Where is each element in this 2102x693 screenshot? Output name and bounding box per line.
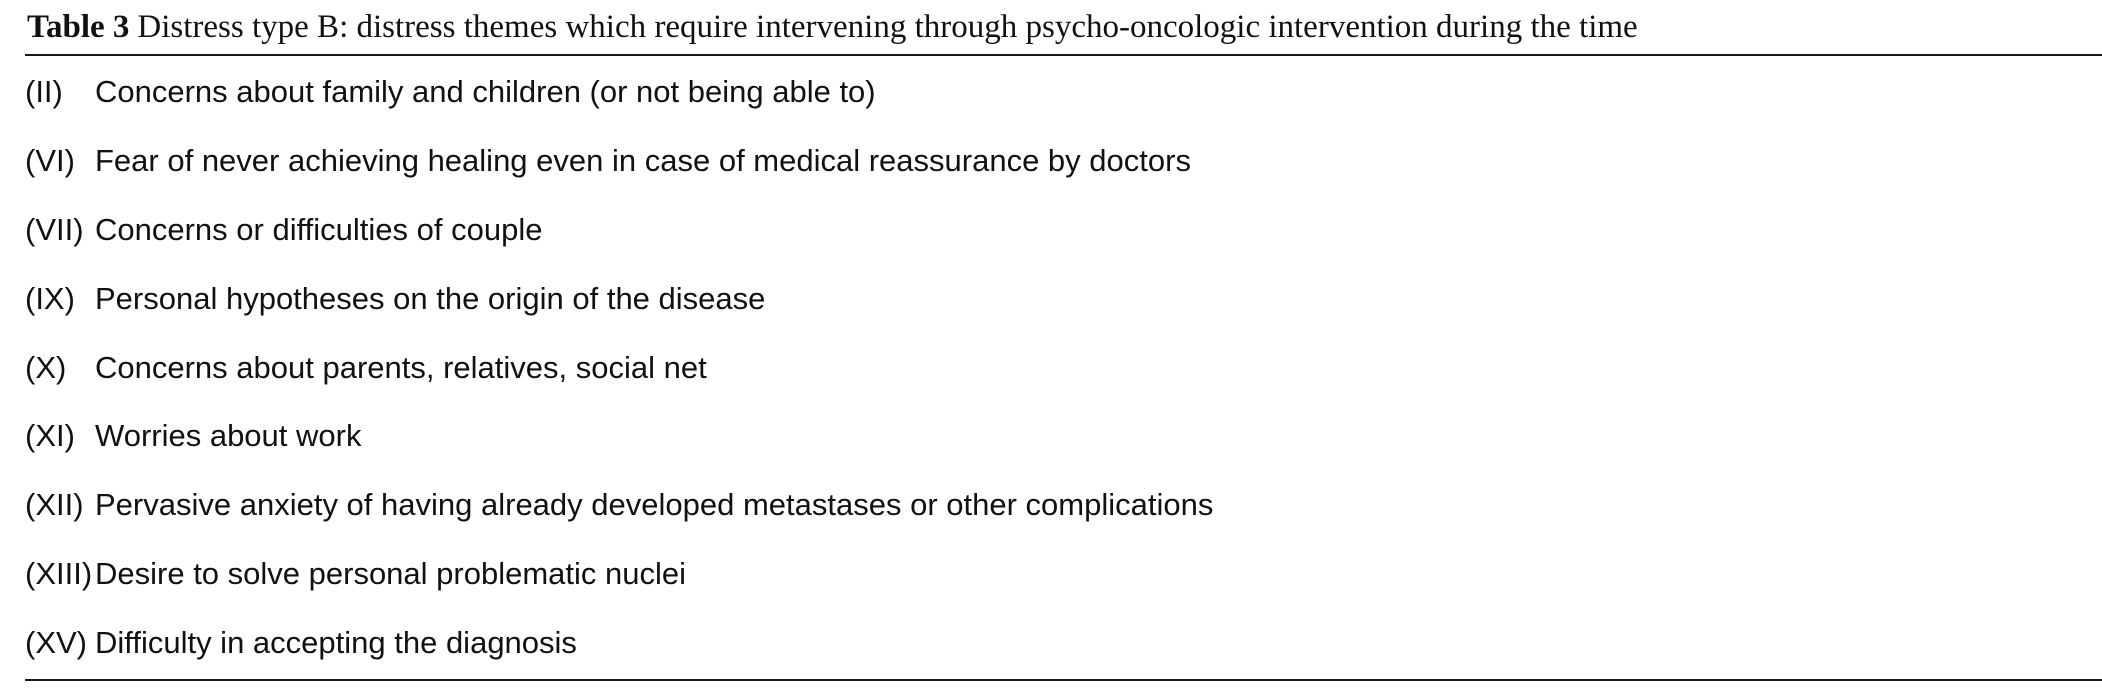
row-text: Difficulty in accepting the diagnosis	[95, 624, 577, 660]
row-number: (XI)	[25, 418, 75, 454]
table-row	[25, 333, 2102, 402]
table-row	[25, 127, 2102, 196]
table-body	[25, 56, 2102, 677]
table-row	[25, 196, 2102, 265]
row-number: (X)	[25, 349, 67, 385]
table-label: Table 3	[27, 9, 130, 45]
row-number: (VI)	[25, 143, 75, 179]
row-text: Concerns about family and children (or not being able to)	[95, 74, 876, 110]
row-number: (II)	[25, 74, 63, 110]
row-number: (XII)	[25, 487, 84, 523]
row-text: Fear of never achieving healing even in case of medical reassurance by doctors	[95, 143, 1191, 179]
row-text: Personal hypotheses on the origin of the disease	[95, 280, 766, 316]
table-row	[25, 402, 2102, 471]
row-text: Concerns or difficulties of couple	[95, 211, 543, 247]
table-row	[25, 264, 2102, 333]
row-number: (IX)	[25, 280, 75, 316]
row-text: Concerns about parents, relatives, social net	[95, 349, 707, 385]
table-row	[25, 58, 2102, 127]
table-title: Distress type B: distress themes which require intervening through psycho-oncologic intervention during the time	[137, 9, 1638, 45]
row-text: Pervasive anxiety of having already developed metastases or other complications	[95, 487, 1214, 523]
table-row	[25, 540, 2102, 609]
bottom-rule	[25, 679, 2102, 681]
distress-table	[25, 0, 2102, 681]
row-number: (VII)	[25, 211, 84, 247]
row-text: Worries about work	[95, 418, 362, 454]
table-row	[25, 608, 2102, 677]
table-caption	[25, 0, 2102, 54]
row-number: (XV)	[25, 624, 87, 660]
row-text: Desire to solve personal problematic nuclei	[95, 555, 687, 591]
row-number: (XIII)	[25, 555, 93, 591]
table-row	[25, 471, 2102, 540]
